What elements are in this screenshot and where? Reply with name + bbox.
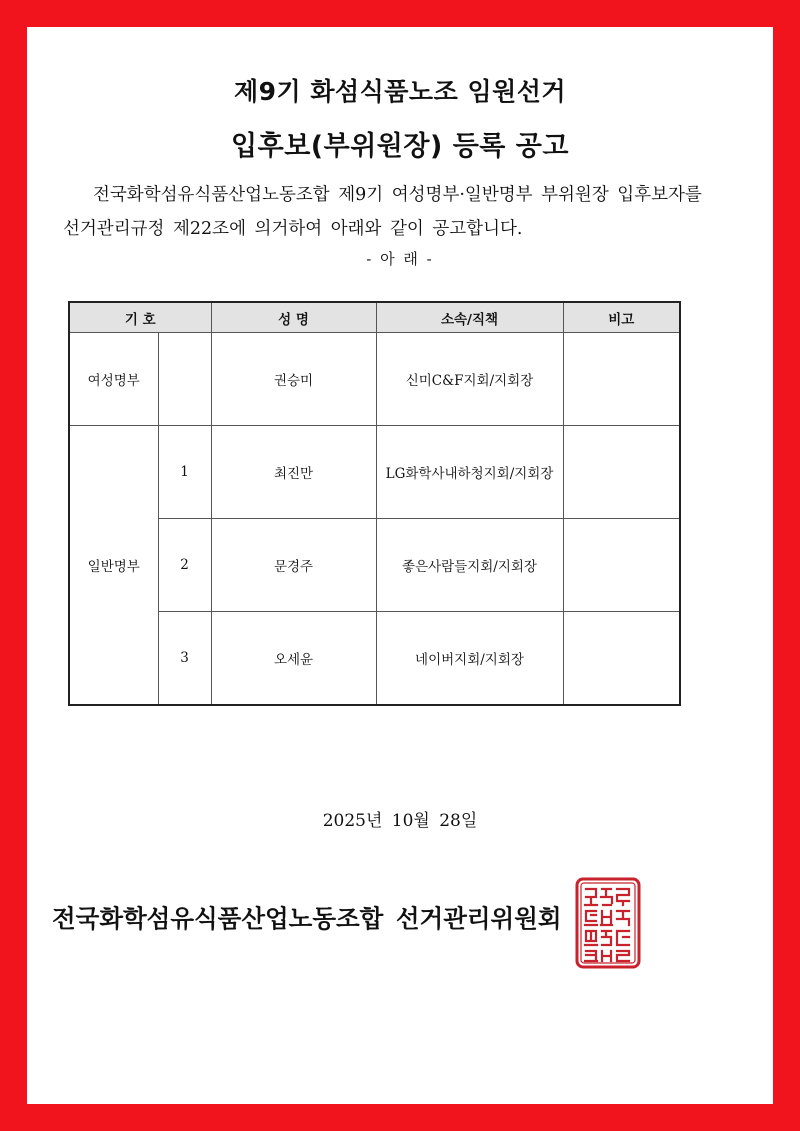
cell-name: 오세윤 (211, 612, 376, 706)
table-row (69, 612, 680, 706)
cell-remarks (563, 333, 680, 426)
header-affiliation: 소속/직책 (376, 302, 563, 333)
table-row (69, 519, 680, 612)
cell-name: 권승미 (211, 333, 376, 426)
title-line-2: 입후보(부위원장) 등록 공고 (231, 131, 569, 162)
table-row (69, 333, 680, 426)
cell-affiliation: LG화학사내하청지회/지회장 (376, 426, 563, 519)
table-header-row (69, 302, 680, 333)
cell-number (158, 333, 211, 426)
official-seal-icon (575, 877, 641, 969)
notice-date: 2025년 10월 28일 (322, 811, 478, 831)
cell-remarks (563, 426, 680, 519)
header-remarks: 비고 (563, 302, 680, 333)
notice-body-line-2: 선거관리규정 제22조에 의거하여 아래와 같이 공고합니다. (63, 219, 523, 239)
header-symbol: 기 호 (69, 302, 211, 333)
cell-name: 최진만 (211, 426, 376, 519)
cell-number: 2 (158, 519, 211, 612)
cell-affiliation: 네이버지회/지회장 (376, 612, 563, 706)
group-label-women: 여성명부 (69, 333, 158, 426)
cell-number: 1 (158, 426, 211, 519)
group-label-general: 일반명부 (69, 426, 158, 706)
cell-name: 문경주 (211, 519, 376, 612)
cell-affiliation: 신미C&F지회/지회장 (376, 333, 563, 426)
title-line-1: 제9기 화섬식품노조 임원선거 (233, 77, 567, 106)
table-row (69, 426, 680, 519)
notice-body-line-1: 전국화학섬유식품산업노동조합 제9기 여성명부·일반명부 부위원장 입후보자를 (93, 185, 702, 205)
cell-remarks (563, 519, 680, 612)
candidate-table (68, 301, 681, 706)
cell-remarks (563, 612, 680, 706)
header-name: 성 명 (211, 302, 376, 333)
notice-body (63, 178, 703, 246)
organization-name: 전국화학섬유식품산업노동조합 선거관리위원회 (52, 904, 562, 933)
cell-number: 3 (158, 612, 211, 706)
below-label: - 아 래 - (366, 250, 434, 268)
cell-affiliation: 좋은사람들지회/지회장 (376, 519, 563, 612)
